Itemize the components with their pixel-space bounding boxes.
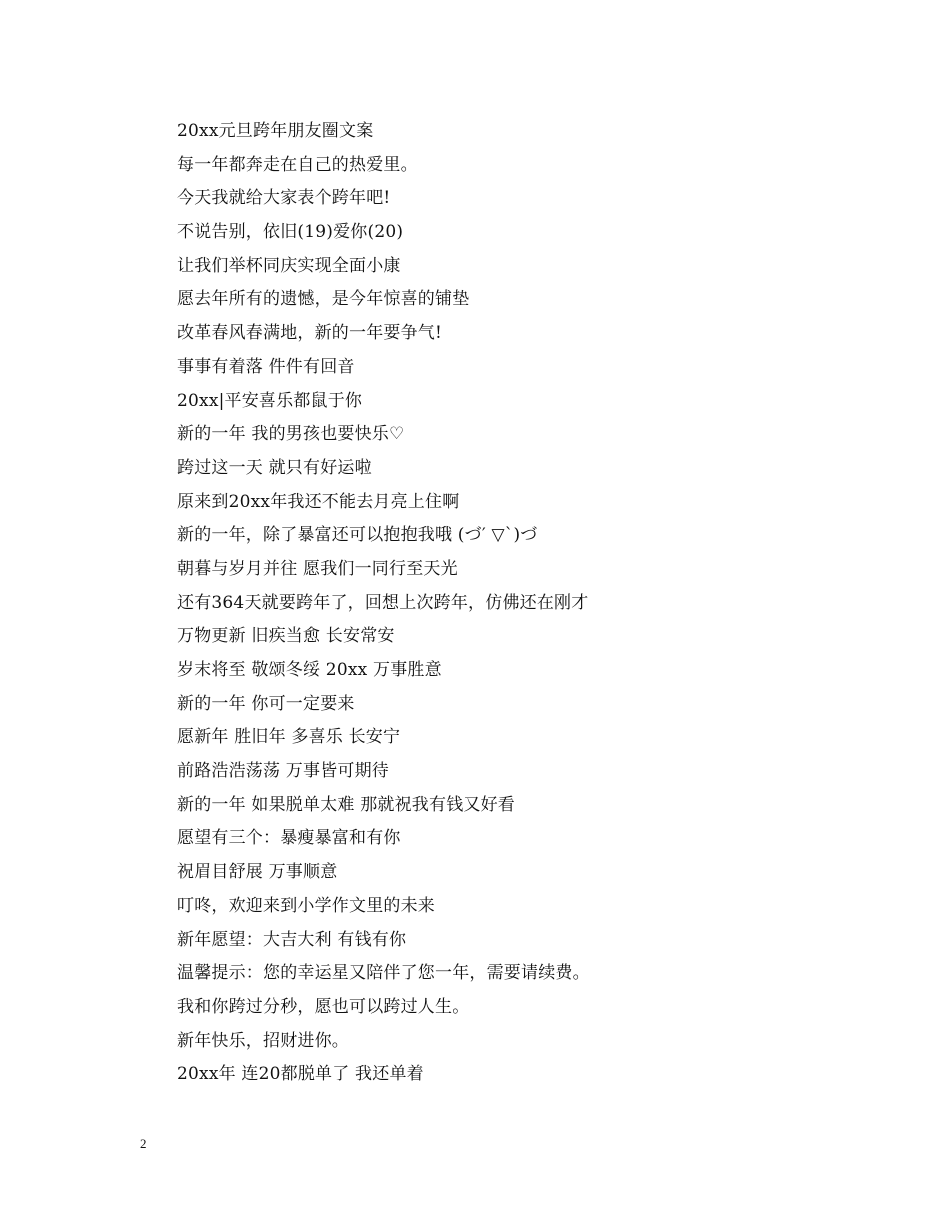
text-line: 事事有着落 件件有回音 <box>177 356 355 377</box>
text-line: 新年快乐，招财进你。 <box>177 1030 349 1051</box>
text-line: 愿新年 胜旧年 多喜乐 长安宁 <box>177 727 401 748</box>
text-line: 原来到20xx年我还不能去月亮上住啊 <box>177 491 460 512</box>
document-body <box>177 118 877 1095</box>
document-title: 20xx元旦跨年朋友圈文案 <box>177 121 374 141</box>
text-line: 新年愿望：大吉大利 有钱有你 <box>177 929 407 950</box>
text-line: 愿去年所有的遗憾，是今年惊喜的铺垫 <box>177 289 470 310</box>
text-line: 新的一年 你可一定要来 <box>177 693 355 714</box>
text-line: 让我们举杯同庆实现全面小康 <box>177 255 401 276</box>
text-line: 祝眉目舒展 万事顺意 <box>177 862 338 883</box>
text-line: 岁末将至 敬颂冬绥 20xx 万事胜意 <box>177 660 442 680</box>
text-line: 今天我就给大家表个跨年吧! <box>177 188 391 209</box>
text-line: 叮咚，欢迎来到小学作文里的未来 <box>177 895 435 916</box>
text-line: 新的一年 我的男孩也要快乐♡ <box>177 424 405 445</box>
text-line: 新的一年，除了暴富还可以抱抱我哦 (づ′ ▽`)づ <box>177 525 538 546</box>
text-line: 我和你跨过分秒，愿也可以跨过人生。 <box>177 996 470 1017</box>
text-line: 20xx|平安喜乐都鼠于你 <box>177 390 363 411</box>
text-line: 万物更新 旧疾当愈 长安常安 <box>177 626 395 647</box>
text-line: 愿望有三个：暴瘦暴富和有你 <box>177 828 401 849</box>
page-number: 2 <box>140 1136 147 1151</box>
text-line: 朝暮与岁月并往 愿我们一同行至天光 <box>177 558 458 579</box>
text-line: 跨过这一天 就只有好运啦 <box>177 457 372 478</box>
text-line: 还有364天就要跨年了，回想上次跨年，仿佛还在刚才 <box>177 592 589 613</box>
text-line: 每一年都奔走在自己的热爱里。 <box>177 154 418 175</box>
text-line: 20xx年 连20都脱单了 我还单着 <box>177 1064 424 1085</box>
text-line: 改革春风春满地，新的一年要争气! <box>177 323 443 344</box>
text-line: 温馨提示：您的幸运星又陪伴了您一年，需要请续费。 <box>177 963 590 984</box>
text-line: 前路浩浩荡荡 万事皆可期待 <box>177 761 390 782</box>
text-line: 不说告别，依旧(19)爱你(20) <box>177 222 404 243</box>
text-line: 新的一年 如果脱单太难 那就祝我有钱又好看 <box>177 794 516 815</box>
